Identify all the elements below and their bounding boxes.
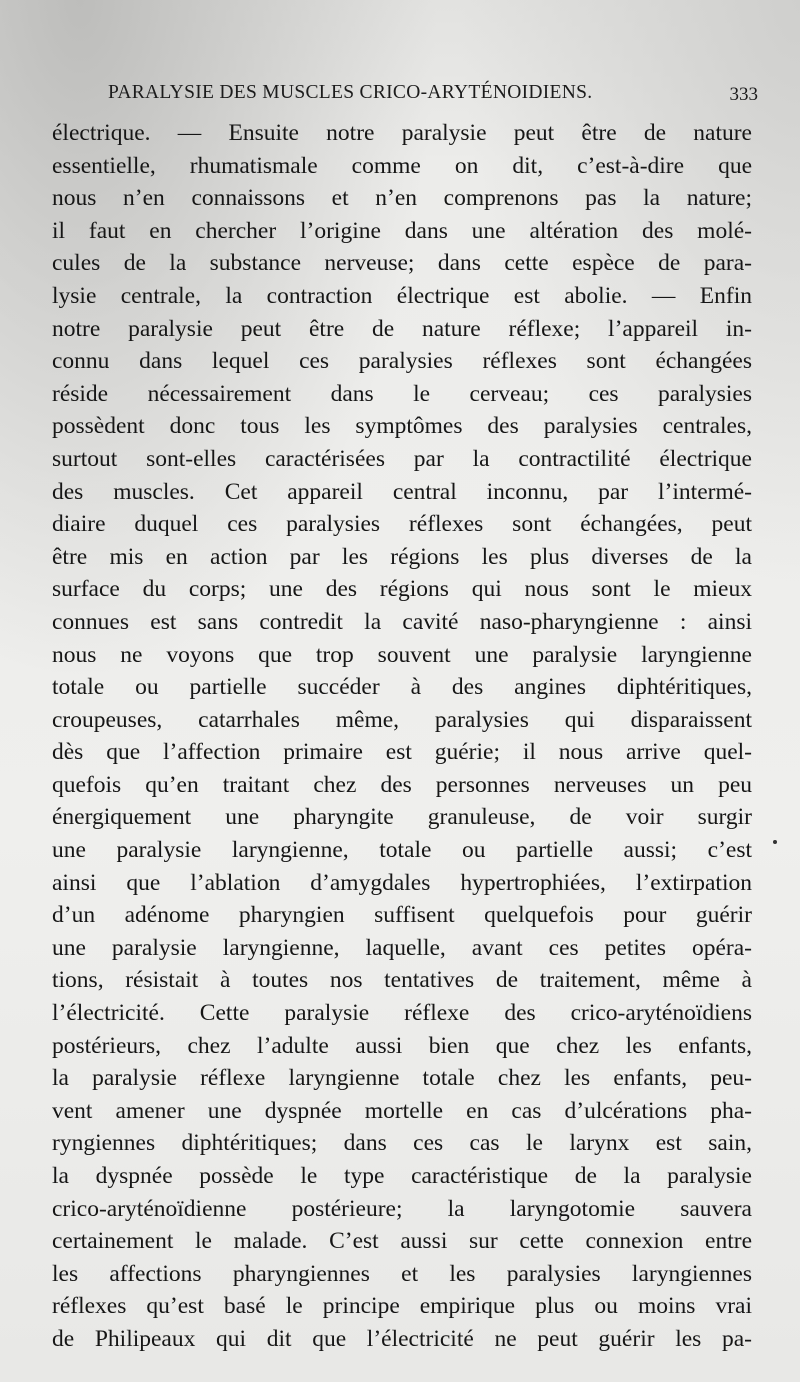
text-line: connues est sans contredit la cavité naso-pharyngienne : ainsi (52, 608, 752, 635)
text-line: quefois qu’en traitant chez des personnes nerveuses un peu (52, 771, 752, 798)
text-line: réflexes qu’est basé le principe empirique plus ou moins vrai (52, 1293, 752, 1320)
text-line: nous ne voyons que trop souvent une paralysie laryngienne (52, 641, 752, 668)
text-line: ainsi que l’ablation d’amygdales hypertrophiées, l’extirpation (52, 869, 752, 896)
text-line: une paralysie laryngienne, laquelle, avant ces petites opéra- (52, 934, 752, 961)
text-line: crico-aryténoïdienne postérieure; la laryngotomie sauvera (52, 1195, 752, 1222)
running-head (108, 82, 758, 112)
text-line: certainement le malade. C’est aussi sur cette connexion entre (52, 1228, 752, 1255)
text-line: électrique. — Ensuite notre paralysie peut être de nature (52, 120, 752, 146)
text-line: croupeuses, catarrhales même, paralysies qui disparaissent (52, 706, 752, 733)
ink-speck (773, 840, 777, 844)
text-line: possèdent donc tous les symptômes des paralysies centrales, (52, 413, 752, 440)
text-line: cules de la substance nerveuse; dans cette espèce de para- (52, 250, 752, 277)
body-text (52, 117, 752, 1356)
text-line: nous n’en connaissons et n’en comprenons pas la nature; (52, 185, 752, 212)
text-line: une paralysie laryngienne, totale ou partielle aussi; c’est (52, 837, 752, 864)
text-line: vent amener une dyspnée mortelle en cas d’ulcérations pha- (52, 1097, 752, 1124)
text-line: être mis en action par les régions les plus diverses de la (52, 543, 752, 570)
text-line: de Philipeaux qui dit que l’électricité ne peut guérir les pa- (52, 1325, 752, 1352)
text-line: il faut en chercher l’origine dans une altération des molé- (52, 217, 752, 244)
text-line: la paralysie réflexe laryngienne totale chez les enfants, peu- (52, 1065, 752, 1092)
text-line: surface du corps; une des régions qui nous sont le mieux (52, 576, 752, 603)
text-line: postérieurs, chez l’adulte aussi bien que chez les enfants, (52, 1032, 752, 1059)
text-line: la dyspnée possède le type caractéristique de la paralysie (52, 1163, 752, 1189)
text-line: totale ou partielle succéder à des angines diphtéritiques, (52, 674, 752, 701)
text-line: les affections pharyngiennes et les paralysies laryngiennes (52, 1260, 752, 1287)
text-line: essentielle, rhumatismale comme on dit, c’est-à-dire que (52, 152, 752, 179)
running-title: PARALYSIE DES MUSCLES CRICO-ARYTÉNOIDIENS. (108, 82, 593, 103)
text-line: notre paralysie peut être de nature réflexe; l’appareil in- (52, 315, 752, 342)
text-line: diaire duquel ces paralysies réflexes sont échangées, peut (52, 511, 752, 538)
page-number: 333 (729, 84, 758, 105)
text-line: ryngiennes diphtéritiques; dans ces cas le larynx est sain, (52, 1130, 752, 1157)
text-line: dès que l’affection primaire est guérie; il nous arrive quel- (52, 739, 752, 766)
text-line: connu dans lequel ces paralysies réflexes sont échangées (52, 348, 752, 375)
text-line: lysie centrale, la contraction électrique est abolie. — Enfin (52, 282, 752, 309)
text-line: réside nécessairement dans le cerveau; ces paralysies (52, 380, 752, 407)
text-line: des muscles. Cet appareil central inconnu, par l’intermé- (52, 478, 752, 505)
text-line: l’électricité. Cette paralysie réflexe des crico-aryténoïdiens (52, 1000, 752, 1027)
text-line: d’un adénome pharyngien suffisent quelquefois pour guérir (52, 902, 752, 929)
text-line: énergiquement une pharyngite granuleuse, de voir surgir (52, 804, 752, 831)
text-line: tions, résistait à toutes nos tentatives de traitement, même à (52, 967, 752, 994)
text-line: surtout sont-elles caractérisées par la contractilité électrique (52, 445, 752, 472)
